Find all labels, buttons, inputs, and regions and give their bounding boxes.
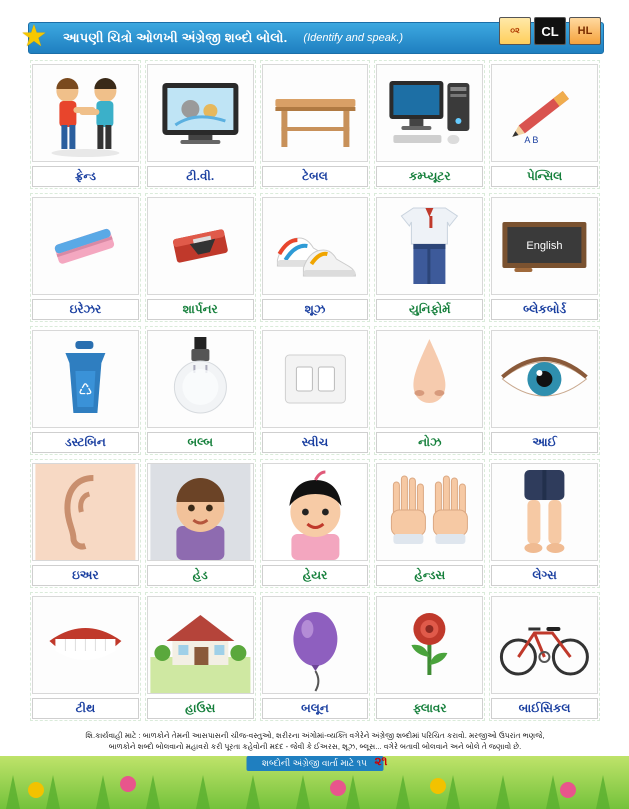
page-badge: શબ્દોની અંગ્રેજી વાર્તા માટે ૧૫	[246, 756, 383, 771]
grid-cell	[28, 191, 143, 324]
blackboard-image	[491, 197, 598, 295]
grid-cell	[487, 324, 602, 457]
flower-icon	[377, 597, 482, 693]
grid-cell	[258, 58, 373, 191]
bicycle-icon	[492, 597, 597, 693]
grid-cell	[487, 191, 602, 324]
svg-text:A B: A B	[524, 135, 539, 145]
hands-image	[376, 463, 483, 561]
ear-image	[32, 463, 139, 561]
word-label: બલ્બ	[147, 432, 254, 453]
star-icon: ★	[20, 20, 48, 53]
cl-icon: CL	[534, 17, 566, 45]
word-label: ટીથ	[32, 698, 139, 719]
word-label: ઇઅર	[32, 565, 139, 586]
switch-icon	[263, 331, 368, 427]
svg-text:♺: ♺	[78, 382, 93, 399]
word-label: ટી.વી.	[147, 166, 254, 187]
page-header	[20, 20, 604, 54]
home-icon: HL	[569, 17, 601, 45]
header-icon-group	[499, 17, 601, 45]
grid-cell	[258, 457, 373, 590]
page-number: ૨૧	[374, 754, 388, 768]
grid-cell	[143, 191, 258, 324]
word-label: હેન્ડસ	[376, 565, 483, 586]
switch-image	[262, 330, 369, 428]
computer-image	[376, 64, 483, 162]
grid-cell	[372, 58, 487, 191]
shoes-image	[262, 197, 369, 295]
bulb-icon	[148, 331, 253, 427]
flower-decor-icon	[28, 782, 44, 798]
grid-cell	[28, 324, 143, 457]
word-label: ઇરેઝર	[32, 299, 139, 320]
book-icon: ૦૨	[499, 17, 531, 45]
grid-cell	[258, 324, 373, 457]
word-label: બાઈસિકલ	[491, 698, 598, 719]
header-subtitle: (Identify and speak.)	[303, 32, 404, 44]
sharpener-icon	[148, 198, 253, 294]
balloon-icon	[263, 597, 368, 693]
ear-icon	[33, 464, 138, 560]
head-image	[147, 463, 254, 561]
grid-cell	[28, 457, 143, 590]
flower-decor-icon	[330, 780, 346, 796]
house-image	[147, 596, 254, 694]
word-label: ડસ્ટબિન	[32, 432, 139, 453]
dustbin-icon	[33, 331, 138, 427]
legs-image	[491, 463, 598, 561]
word-label: પેન્સિલ	[491, 166, 598, 187]
legs-icon	[492, 464, 597, 560]
uniform-image	[376, 197, 483, 295]
word-label: ફ્રેન્ડ	[32, 166, 139, 187]
pencil-image	[491, 64, 598, 162]
header-title: આપણી ચિત્રો ઓળખી અંગ્રેજી શબ્દો બોલો.	[63, 30, 288, 45]
grid-cell	[143, 324, 258, 457]
nose-image	[376, 330, 483, 428]
word-label: હાઉસ	[147, 698, 254, 719]
word-label: ટેબલ	[262, 166, 369, 187]
word-label: આઈ	[491, 432, 598, 453]
grid-cell	[372, 590, 487, 723]
grid-cell	[143, 58, 258, 191]
house-icon	[148, 597, 253, 693]
picture-word-grid	[28, 58, 602, 723]
teeth-icon	[33, 597, 138, 693]
flower-decor-icon	[560, 782, 576, 798]
word-label: ફ્લાવર	[376, 698, 483, 719]
grid-cell	[372, 191, 487, 324]
sharpener-image	[147, 197, 254, 295]
word-label: શાર્પનર	[147, 299, 254, 320]
grid-cell	[143, 457, 258, 590]
grid-cell	[487, 457, 602, 590]
eye-icon	[492, 331, 597, 427]
grid-cell	[372, 457, 487, 590]
word-label: બલૂન	[262, 698, 369, 719]
teeth-image	[32, 596, 139, 694]
shoes-icon	[263, 198, 368, 294]
balloon-image	[262, 596, 369, 694]
table-icon	[263, 65, 368, 161]
hair-image	[262, 463, 369, 561]
pencil-icon	[492, 65, 597, 161]
grid-cell	[487, 58, 602, 191]
flower-image	[376, 596, 483, 694]
grid-cell	[258, 590, 373, 723]
flower-decor-icon	[430, 778, 446, 794]
hair-icon	[263, 464, 368, 560]
word-label: શૂઝ	[262, 299, 369, 320]
grid-cell	[372, 324, 487, 457]
grid-cell	[487, 590, 602, 723]
word-label: લેગ્સ	[491, 565, 598, 586]
nose-icon	[377, 331, 482, 427]
word-label: હેયર	[262, 565, 369, 586]
word-label: યુનિફોર્મ	[376, 299, 483, 320]
eraser-image	[32, 197, 139, 295]
tv-icon	[148, 65, 253, 161]
tv-image	[147, 64, 254, 162]
footnote-line-2: બાળકોને શબ્દો બોલવાનો મહાવરો કરી પૂરતા કહેવોની મદદ - જેવી કે ઈઅરસ, શૂઝ, બ્લૂસ... વગેરે બતાવી બોલવાને અને બોલે તે જણાવો છે.	[108, 742, 522, 751]
footnote	[30, 730, 600, 752]
word-label: બ્લેકબોર્ડ	[491, 299, 598, 320]
friends-icon	[33, 65, 138, 161]
grid-cell	[258, 191, 373, 324]
grid-cell	[28, 58, 143, 191]
word-label: કમ્પ્યૂટર	[376, 166, 483, 187]
bulb-image	[147, 330, 254, 428]
eraser-icon	[33, 198, 138, 294]
svg-text:English: English	[526, 240, 563, 252]
grid-cell	[28, 590, 143, 723]
blackboard-icon	[492, 198, 597, 294]
uniform-icon	[377, 198, 482, 294]
hands-icon	[377, 464, 482, 560]
dustbin-image	[32, 330, 139, 428]
grid-cell	[143, 590, 258, 723]
table-image	[262, 64, 369, 162]
word-label: સ્વીચ	[262, 432, 369, 453]
eye-image	[491, 330, 598, 428]
word-label: હેડ	[147, 565, 254, 586]
flower-decor-icon	[120, 776, 136, 792]
word-label: નોઝ	[376, 432, 483, 453]
computer-icon	[377, 65, 482, 161]
footnote-line-1: શિ.કાર્યવાહી માટે : બાળકોને તેમની આસપાસની ચીજ-વસ્તુઓ, શરીરના અંગોમાં-વ્યક્તિ વગેરેને અંગ્રેજી શબ્દોમાં પરિચિત કરાવો. મરજીઓ ઉપરાંત ભણજે,	[85, 731, 545, 740]
head-icon	[148, 464, 253, 560]
bicycle-image	[491, 596, 598, 694]
friends-image	[32, 64, 139, 162]
